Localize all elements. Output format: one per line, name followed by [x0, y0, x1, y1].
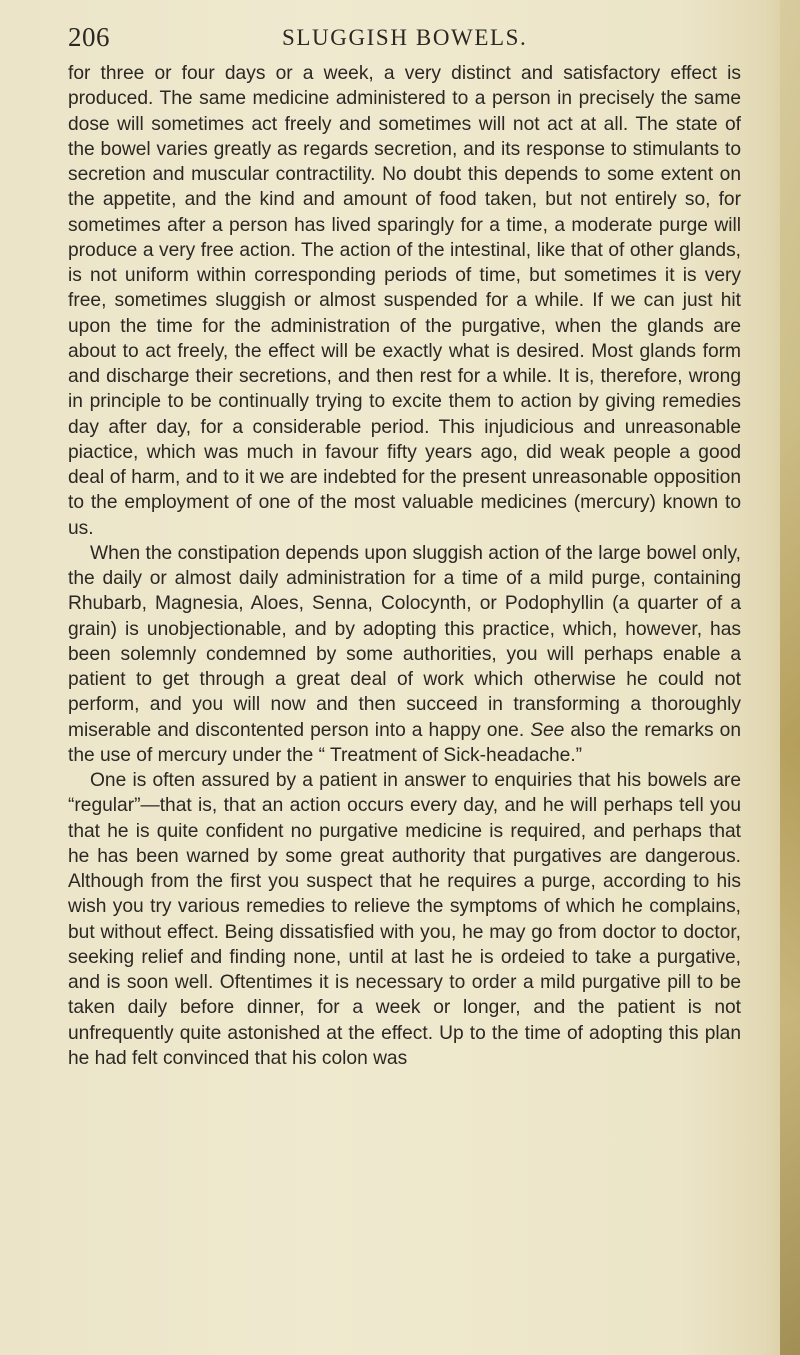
page-header [0, 22, 800, 62]
paragraph-2 [68, 541, 741, 768]
paragraph-2-text: When the constipation depends upon sluggish action of the large bowel only, the daily or almost daily administration for a time of a mild purge, containing Rhubarb, Magnesia, Aloes, Senna, Colocynth, or Podophyllin (a quarter of a grain) is unobjectionable, and by adopting this practice, which, however, has been solemnly condemned by some authorities, you will perhaps enable a patient to get through a great deal of work which otherwise he could not perform, and you will now and then succeed in transforming a thoroughly miserable and discontented person into a happy one. [68, 542, 741, 741]
paragraph-2-emphasis: See [530, 719, 565, 741]
running-head: SLUGGISH BOWELS. [282, 25, 528, 50]
paragraph-3: One is often assured by a patient in answer to enquiries that his bowels are “regular”—that is, that an action occurs every day, and he will perhaps tell you that he is quite confident no purgative medicine is required, and perhaps that he has been warned by some great authority that purgatives are dangerous. Although from the first you suspect that he requires a purge, according to his wish you try various remedies to relieve the symptoms of which he complains, but without effect. Being dissatisfied with you, he may go from doctor to doctor, seeking relief and finding none, until at last he is ordeied to take a purgative, and is soon well. Oftentimes it is necessary to order a mild purgative pill to be taken daily before dinner, for a week or longer, and the patient is not unfrequently quite astonished at the effect. Up to the time of adopting this plan he had felt convinced that his colon was [68, 770, 741, 1069]
paragraph-2-text-after: also the remarks on the use of mercury under the “ Treatment of Sick-headache.” [68, 719, 742, 766]
paragraph-1: for three or four days or a week, a very distinct and satisfactory effect is produced. The same medicine administered to a person in precisely the same dose will sometimes act freely and sometimes will not act at all. The state of the bowel varies greatly as regards secretion, and its response to stimulants to secretion and muscular contractility. No doubt this depends to some extent on the appetite, and the kind and amount of food taken, but not entirely so, for sometimes after a person has lived sparingly for a time, a moderate purge will produce a very free action. The action of the intestinal, like that of other glands, is not uniform within corresponding periods of time, but sometimes it is very free, sometimes sluggish or almost suspended for a while. If we can just hit upon the time for the administration of the purgative, when the glands are about to act freely, the effect will be exactly what is desired. Most glands form and discharge their secretions, and then rest for a while. It is, therefore, wrong in principle to be continually trying to excite them to action by giving remedies day after day, for a considerable period. This injudicious and unreasonable piactice, which was much in favour fifty years ago, did weak people a good deal of harm, and to it we are indebted for the present unreasonable opposition to the employment of one of the most valuable medicines (mercury) known to us. [68, 63, 741, 539]
body-text [68, 61, 741, 1071]
page-edge-shadow [780, 0, 800, 1355]
page-number: 206 [68, 22, 110, 52]
